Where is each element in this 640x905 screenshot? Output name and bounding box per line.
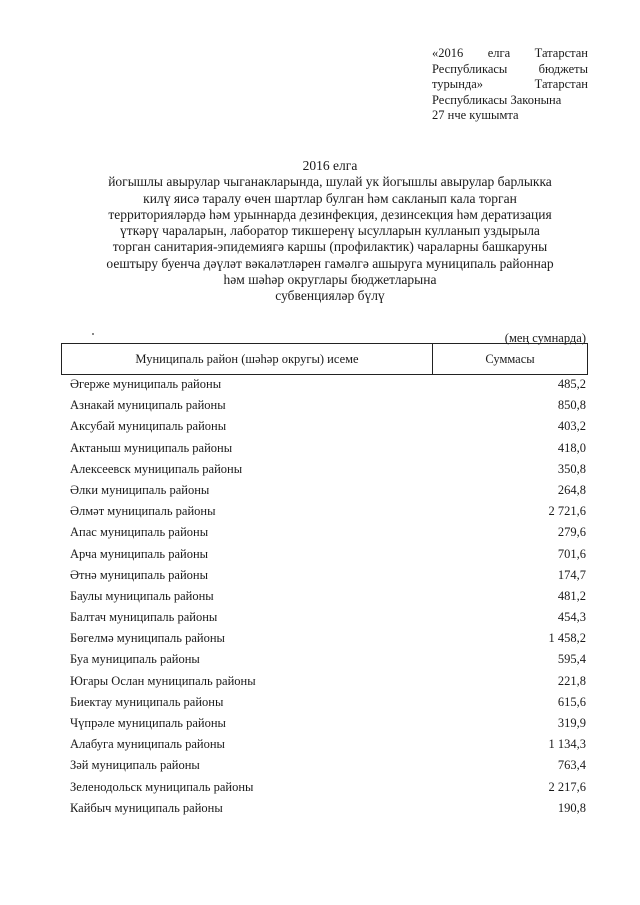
district-name: Актаныш муниципаль районы	[70, 440, 233, 455]
table-row	[70, 376, 586, 397]
subvention-amount: 615,6	[557, 694, 586, 709]
table-row	[70, 588, 586, 609]
district-name: Баулы муниципаль районы	[70, 588, 214, 603]
district-name: Әгерже муниципаль районы	[70, 377, 222, 391]
table-header	[61, 343, 588, 375]
column-header-sum: Суммасы	[485, 351, 535, 366]
table-row	[70, 779, 586, 800]
table-row	[70, 461, 586, 482]
district-name: Арча муниципаль районы	[70, 546, 209, 561]
district-name: Аксубай муниципаль районы	[70, 419, 227, 434]
table-row	[70, 651, 586, 672]
table-row	[70, 482, 586, 503]
subvention-amount: 418,0	[557, 440, 586, 455]
table-row	[70, 609, 586, 630]
district-name: Бөгелмә муниципаль районы	[70, 631, 225, 646]
subvention-amount: 190,8	[557, 800, 586, 815]
subvention-amount: 350,8	[557, 461, 586, 476]
title-line: территорияләрдә һәм урыннарда дезинфекция, дезинсекция һәм дератизация	[108, 206, 552, 222]
note-line: Республикасы бюджеты	[432, 61, 588, 76]
table-row	[70, 524, 586, 545]
title-line: 2016 елга	[302, 158, 358, 173]
table-row	[70, 397, 586, 418]
table-row	[70, 715, 586, 736]
table-row	[70, 567, 586, 588]
note-line: турында» Татарстан	[432, 77, 588, 91]
unit-label: (мең сумнарда)	[504, 331, 586, 345]
subvention-amount: 485,2	[557, 377, 586, 391]
district-name: Апас муниципаль районы	[70, 525, 209, 540]
table-body	[70, 376, 586, 821]
subvention-amount: 1 458,2	[548, 631, 586, 646]
district-name: Әлмәт муниципаль районы	[70, 504, 216, 519]
subvention-amount: 2 721,6	[548, 504, 586, 519]
title-line: торган санитария-эпидемиягә каршы (профилактик) чараларны башкаруны	[112, 239, 548, 255]
district-name: Чүпрәле муниципаль районы	[70, 716, 226, 730]
table-row	[70, 757, 586, 778]
district-name: Әтнә муниципаль районы	[70, 567, 209, 582]
table-row	[70, 736, 586, 757]
district-name: Биектау муниципаль районы	[70, 694, 224, 709]
title-line: оештыру буенча дәүләт вәкаләтләрен гамәлгә ашыруга муниципаль районнар	[106, 255, 554, 271]
subvention-amount: 174,7	[557, 567, 586, 582]
district-name: Алексеевск муниципаль районы	[70, 461, 243, 476]
subvention-amount: 221,8	[557, 673, 586, 688]
table-row	[70, 546, 586, 567]
table-row	[70, 440, 586, 461]
subvention-amount: 2 217,6	[548, 779, 586, 794]
table-row	[70, 418, 586, 439]
title-line: субвенцияләр бүлү	[275, 288, 385, 304]
district-name: Балтач муниципаль районы	[70, 610, 218, 625]
subvention-amount: 1 134,3	[548, 737, 586, 752]
subvention-amount: 403,2	[557, 419, 586, 434]
subvention-amount: 279,6	[557, 525, 586, 540]
subvention-amount: 481,2	[557, 588, 586, 603]
district-name: Алабуга муниципаль районы	[70, 737, 225, 752]
subvention-amount: 850,8	[557, 398, 586, 413]
district-name: Әлки муниципаль районы	[70, 482, 210, 497]
column-header-name: Муниципаль район (шәһәр округы) исеме	[62, 344, 433, 374]
subvention-amount: 595,4	[557, 652, 586, 667]
table-row	[70, 503, 586, 524]
scan-speck	[92, 333, 94, 335]
title-line: килү яисә таралу өчен шартлар булган һәм сакланып кала торган	[143, 190, 517, 206]
district-name: Кайбыч муниципаль районы	[70, 800, 223, 815]
title-line: үткәрү чараларын, лаборатор тикшеренү ысулларын кулланып уздырыла	[120, 223, 540, 239]
subvention-amount: 701,6	[557, 546, 586, 561]
law-reference-note	[432, 46, 588, 124]
district-name: Зәй муниципаль районы	[70, 758, 200, 773]
subvention-amount: 319,9	[557, 716, 586, 730]
table-row	[70, 673, 586, 694]
note-line: 27 нче кушымта	[432, 108, 519, 122]
table-row	[70, 800, 586, 821]
table-row	[70, 694, 586, 715]
district-name: Буа муниципаль районы	[70, 652, 200, 667]
table-row	[70, 630, 586, 651]
district-name: Югары Ослан муниципаль районы	[70, 673, 256, 688]
district-name: Зеленодольск муниципаль районы	[70, 779, 254, 794]
document-title	[70, 158, 590, 305]
subvention-amount: 454,3	[557, 610, 586, 625]
note-line: Республикасы Законына	[432, 92, 562, 107]
subvention-amount: 264,8	[557, 482, 586, 497]
title-line: һәм шәһәр округлары бюджетларына	[223, 272, 437, 288]
district-name: Азнакай муниципаль районы	[70, 398, 226, 413]
note-line: «2016 елга Татарстан	[432, 46, 588, 60]
subvention-amount: 763,4	[557, 758, 586, 773]
title-line: йогышлы авырулар чыганакларында, шулай ук йогышлы авырулар барлыкка	[108, 174, 552, 190]
